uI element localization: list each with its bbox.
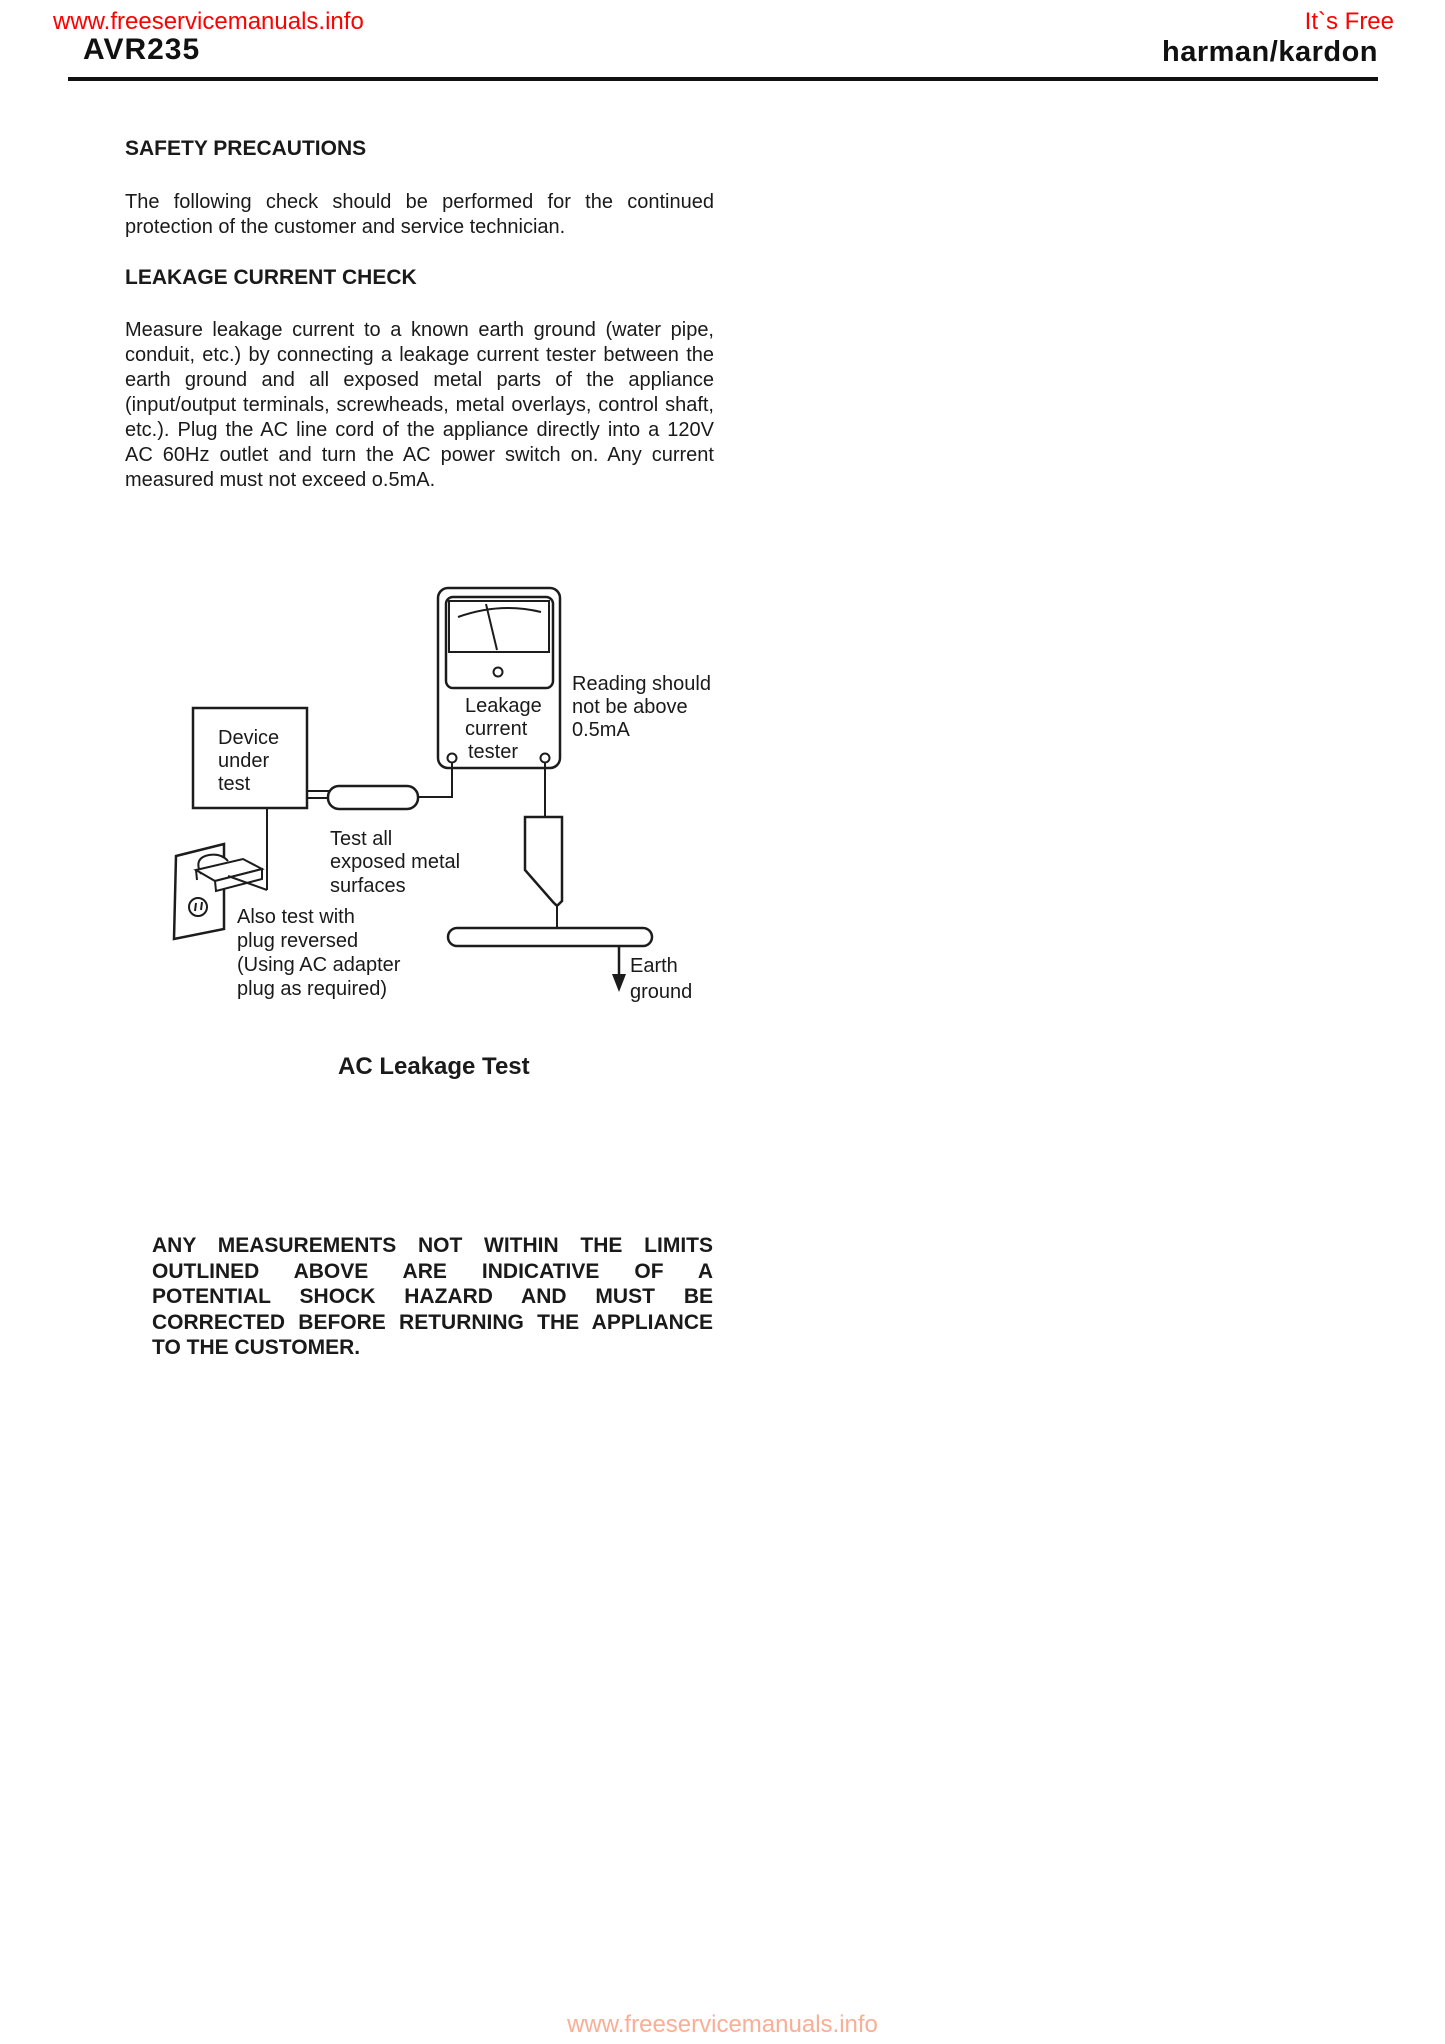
header-divider (68, 77, 1378, 81)
label-tester-line3: tester (468, 741, 519, 763)
test-probe-lead (307, 763, 452, 809)
earth-ground-bar-icon (448, 928, 692, 1003)
section-title-leakage-current-check: LEAKAGE CURRENT CHECK (125, 266, 417, 289)
reading-note (572, 673, 711, 741)
header-tagline: It`s Free (1304, 8, 1394, 35)
warning-line: ANY MEASUREMENTS NOT WITHIN THE LIMITS (152, 1234, 713, 1257)
ac-leakage-test-diagram (0, 550, 1445, 1050)
warning-line: CORRECTED BEFORE RETURNING THE APPLIANCE (152, 1310, 713, 1334)
label-plugnote-line3: (Using AC adapter (237, 954, 401, 976)
warning-block (152, 1233, 713, 1361)
warning-line: OUTLINED ABOVE ARE INDICATIVE OF A (152, 1259, 713, 1283)
label-surfaces-line1: Test all (330, 828, 393, 850)
label-surfaces-line3: surfaces (330, 875, 406, 897)
leakage-tester-meter-icon (438, 588, 560, 768)
label-earth-line1: Earth (630, 955, 678, 977)
meter-terminal-left (448, 754, 457, 763)
label-plugnote-line4: plug as required) (237, 978, 388, 1000)
header-site-link[interactable]: www.freeservicemanuals.info (53, 8, 364, 35)
paragraph-safety: The following check should be performed for the continued protection of the customer and service technician. (125, 191, 714, 238)
brand-logo: harman/kardon (1162, 36, 1378, 68)
ground-probe-icon (525, 763, 562, 928)
label-reading-line1: Reading should (572, 673, 711, 695)
device-under-test-box (193, 708, 307, 808)
label-plugnote-line2: plug reversed (237, 930, 359, 952)
model-number: AVR235 (83, 33, 201, 66)
label-earth-line2: ground (630, 981, 693, 1003)
paragraph-leakage-check: Measure leakage current to a known earth ground (water pipe, conduit, etc.) by connecting a leakage current tester between the earth ground and all exposed metal parts of the appliance (input/output terminals, screwheads, metal overlays, control shaft, etc.). Plug the AC line cord of the appliance directly into a 120V AC 60Hz outlet and turn the AC power switch on. Any current measured must not exceed o.5mA. (125, 319, 714, 491)
label-reading-line2: not be above (572, 696, 688, 718)
section-title-safety-precautions: SAFETY PRECAUTIONS (125, 137, 367, 160)
label-tester-line2: current (465, 718, 528, 740)
ground-probe-body (525, 817, 562, 905)
test-surfaces-note (330, 828, 460, 897)
footer-site-link[interactable]: www.freeservicemanuals.info (567, 2011, 878, 2038)
earth-arrow-head (612, 974, 626, 992)
warning-line: POTENTIAL SHOCK HAZARD AND MUST BE (152, 1285, 713, 1308)
label-plugnote-line1: Also test with (237, 906, 355, 928)
label-tester-line1: Leakage (465, 695, 542, 717)
label-surfaces-line2: exposed metal (330, 851, 461, 873)
meter-terminal-right (541, 754, 550, 763)
meter-adjust-knob (494, 668, 503, 677)
label-reading-line3: 0.5mA (572, 719, 630, 741)
probe-handle (328, 786, 418, 809)
diagram-caption: AC Leakage Test (338, 1053, 530, 1080)
warning-line: TO THE CUSTOMER. (152, 1336, 361, 1359)
outlet-receptacle (189, 898, 207, 916)
label-device-line1: Device (218, 727, 280, 749)
label-device-line3: test (218, 773, 251, 795)
plug-reversed-note (237, 906, 401, 1000)
label-device-line2: under (218, 750, 270, 772)
